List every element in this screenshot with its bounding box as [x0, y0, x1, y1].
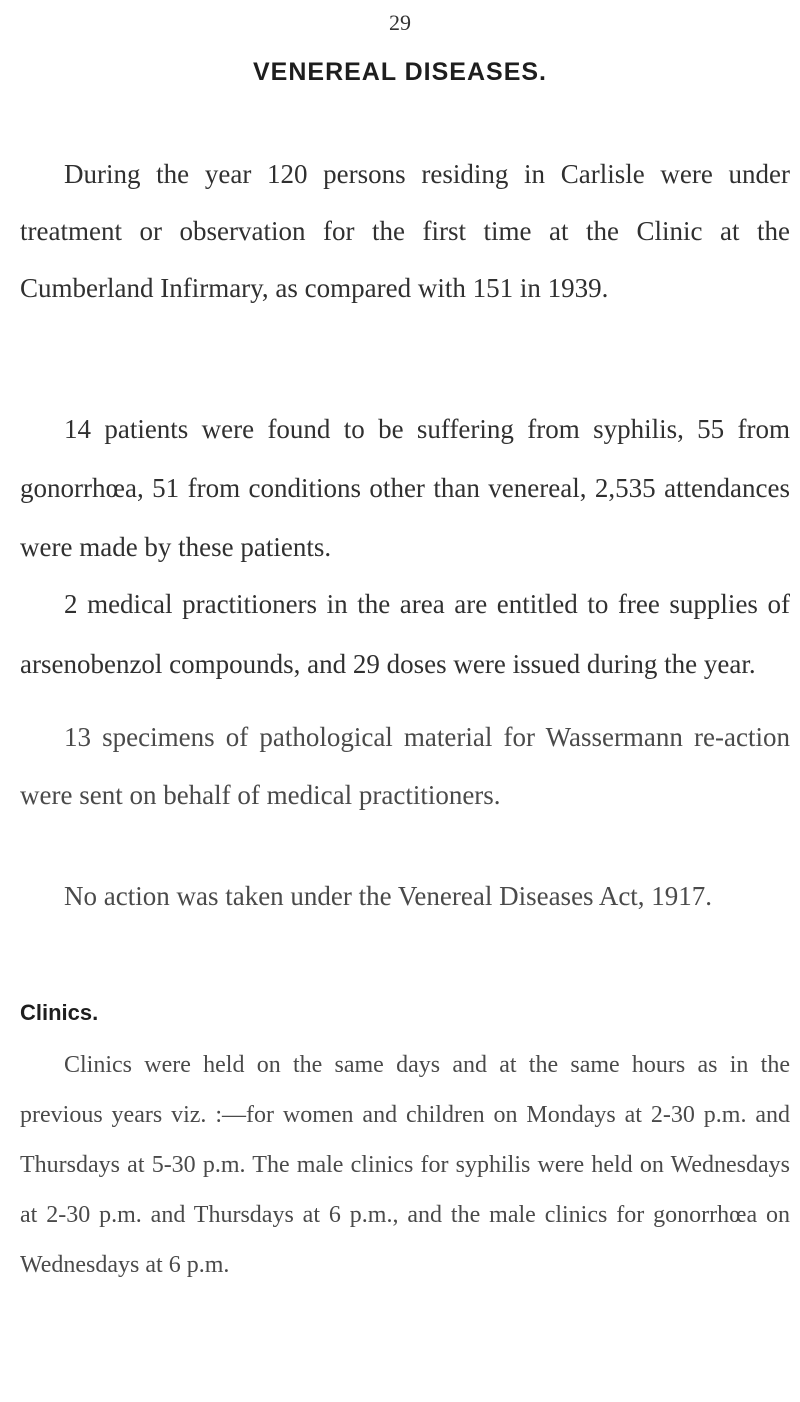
clinics-paragraph: Clinics were held on the same days and at the same hours as in the previous years viz. :—for women and children on Mondays at 2-30 p.m. and Thursdays at 5-30 p.m. The male clinics for syphilis were held on Wednesdays at 2-30 p.m. and Thursdays at 6 p.m., and the male clinics for gonorrhœa on Wednesdays at 6 p.m. [20, 1052, 790, 1278]
paragraph-treatment: During the year 120 persons residing in Carlisle were under treatment or observation for the first time at the Clinic at the Cumberland Infirmary, as compared with 151 in 1939. [20, 159, 790, 303]
page-number: 29 [389, 10, 411, 35]
paragraph-diagnoses: 14 patients were found to be suffering from syphilis, 55 from gonorrhœa, 51 from conditions other than venereal, 2,535 attendances were made by these patients. [20, 414, 790, 562]
paragraph-supplies: 2 medical practitioners in the area are entitled to free supplies of arsenobenzol compounds, and 29 doses were issued during the year. [20, 589, 790, 679]
page-title: VENEREAL DISEASES. [252, 58, 547, 86]
paragraph-specimens: 13 specimens of pathological material for Wassermann re-action were sent on behalf of medical practitioners. [20, 722, 790, 810]
clinics-heading: Clinics. [20, 1000, 99, 1025]
paragraph-legal-action: No action was taken under the Venereal Diseases Act, 1917. [64, 881, 713, 911]
